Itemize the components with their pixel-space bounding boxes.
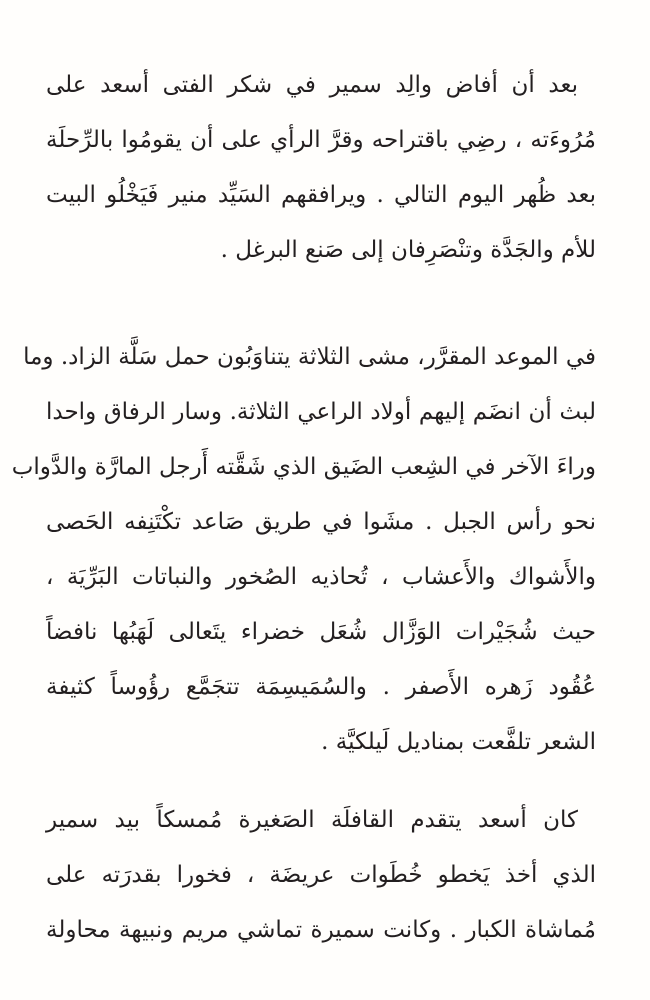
paragraph-line: بعد أن أفاض والِد سمير في شكر الفتى أسعد على [46, 72, 578, 98]
paragraph-line: نحو رأس الجبل . مشَوا في طريق صَاعد تكْتَنِفه الحَصى [46, 509, 596, 535]
paragraph-line: كان أسعد يتقدم القافلَة الصَغيرة مُمسكاً بيد سمير [46, 807, 578, 833]
paragraph-2 [11, 330, 596, 770]
paragraph-1 [46, 58, 596, 278]
paragraph-line: حيث شُجَيْرات الوَزَّال شُعَل خضراء يتَعالى لَهَبُها نافضاً [46, 619, 596, 645]
paragraph-3 [46, 793, 596, 958]
paragraph-line: بعد ظُهر اليوم التالي . ويرافقهم السَيِّد منير فَيَخْلُو البيت [46, 182, 596, 208]
paragraph-line: عُقُود زَهره الأَصفر . والسُمَيسِمَة تتجَمَّع رؤُوساً كثيفة [46, 674, 596, 700]
paragraph-line: الشعر تلفَّعت بمناديل لَيلكيَّة . [321, 729, 596, 755]
paragraph-line: وراءَ الآخر في الشِعب الضَيق الذي شَقَّته أَرجل المارَّة والدَّواب [11, 454, 596, 480]
paragraph-line: لبث أن انضَم إليهم أولاد الراعي الثلاثة. وسار الرفاق واحدا [46, 399, 596, 425]
paragraph-line: الذي أخذ يَخطو خُطَوات عريضَة ، فخورا بقدرَته على [46, 862, 596, 888]
paragraph-line: مُرُوءَته ، رضِي باقتراحه وقرَّ الرأي على أن يقومُوا بالرِّحلَة [46, 127, 596, 153]
paragraph-line: والأَشواك والأَعشاب ، تُحاذيه الصُخور والنباتات البَرِّيَة ، [46, 564, 596, 590]
paragraph-line: للأم والجَدَّة وتنْصَرِفان إلى صَنع البرغل . [220, 237, 596, 263]
paragraph-line: مُماشاة الكبار . وكانت سميرة تماشي مريم ونبيهة محاولة [46, 917, 596, 943]
paragraph-line: في الموعد المقرَّر، مشى الثلاثة يتناوَبُون حمل سَلَّة الزاد. وما [23, 344, 596, 370]
